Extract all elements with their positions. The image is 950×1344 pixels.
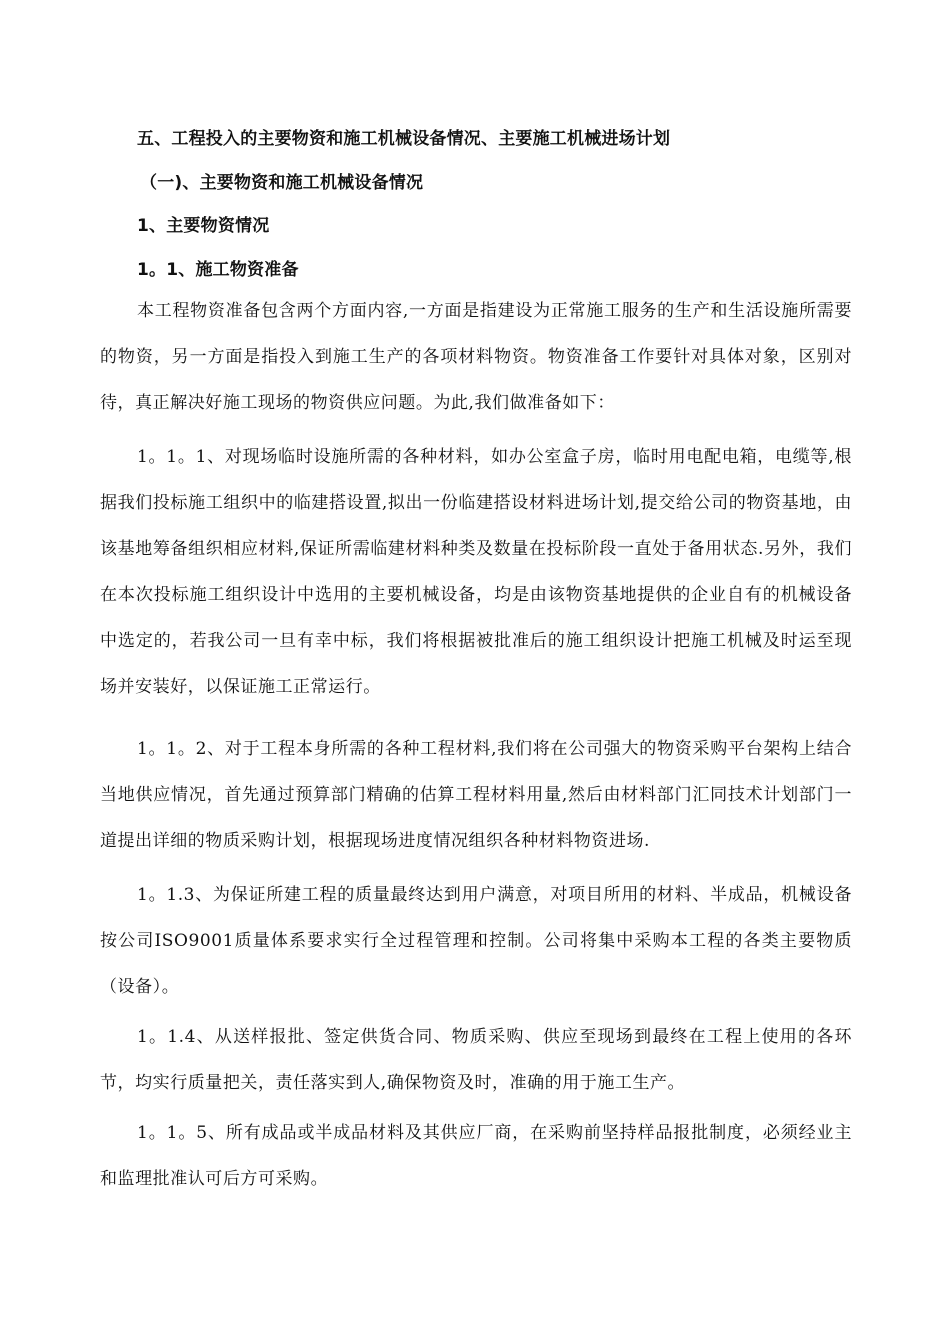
paragraph-1-1-5: 1。1。5、所有成品或半成品材料及其供应厂商，在采购前坚持样品报批制度，必须经业主和监理批准认可后方可采购。 bbox=[100, 1123, 852, 1189]
paragraph-1-1-2: 1。1。2、对于工程本身所需的各种工程材料,我们将在公司强大的物资采购平台架构上结合当地供应情况，首先通过预算部门精确的估算工程材料用量,然后由材料部门汇同技术计划部门一道提出详细的物质采购计划，根据现场进度情况组织各种材料物资进场. bbox=[100, 739, 852, 851]
section-heading: 五、工程投入的主要物资和施工机械设备情况、主要施工机械进场计划 bbox=[137, 129, 671, 149]
item-heading: 1。1、施工物资准备 bbox=[137, 260, 299, 280]
subsection-heading: （一)、主要物资和施工机械设备情况 bbox=[140, 173, 424, 193]
paragraph-1-1-1: 1。1。1、对现场临时设施所需的各种材料，如办公室盒子房，临时用电配电箱，电缆等,根据我们投标施工组织中的临建搭设置,拟出一份临建搭设材料进场计划,提交给公司的物资基地，由该基地筹备组织相应材料,保证所需临建材料种类及数量在投标阶段一直处于备用状态.另外，我们在本次投标施工组织设计中选用的主要机械设备，均是由该物资基地提供的企业自有的机械设备中选定的，若我公司一旦有幸中标，我们将根据被批准后的施工组织设计把施工机械及时运至现场并安装好，以保证施工正常运行。 bbox=[100, 447, 852, 697]
paragraph-1-1-3: 1。1.3、为保证所建工程的质量最终达到用户满意，对项目所用的材料、半成品，机械设备按公司ISO9001质量体系要求实行全过程管理和控制。公司将集中采购本工程的各类主要物质（设备）。 bbox=[100, 885, 852, 997]
paragraph-1-1-4: 1。1.4、从送样报批、签定供货合同、物质采购、供应至现场到最终在工程上使用的各环节，均实行质量把关，责任落实到人,确保物资及时，准确的用于施工生产。 bbox=[100, 1027, 852, 1093]
intro-paragraph: 本工程物资准备包含两个方面内容,一方面是指建设为正常施工服务的生产和生活设施所需要的物资，另一方面是指投入到施工生产的各项材料物资。物资准备工作要针对具体对象，区别对待，真正解决好施工现场的物资供应问题。为此,我们做准备如下： bbox=[100, 301, 852, 413]
subsubsection-heading: 1、主要物资情况 bbox=[137, 216, 270, 236]
